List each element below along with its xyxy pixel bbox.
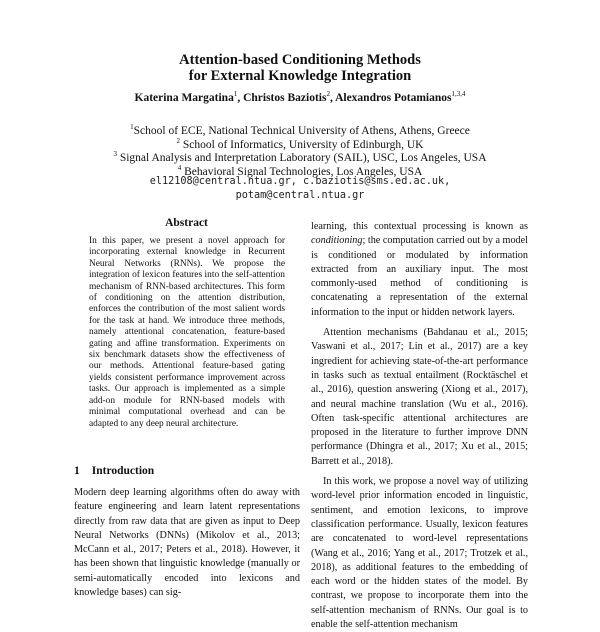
left-column-body (74, 486, 300, 600)
author-affil-marker: 1 (233, 90, 238, 98)
section-number: 1 (74, 465, 80, 477)
affiliation-marker: 1 (130, 123, 134, 131)
affiliation-text: School of ECE, National Technical University of Athens, Athens, Greece (133, 124, 470, 137)
text-run: ; the computation carried out by a model is conditioned or modulated by information extracted from an auxiliary input. The most commonly-used method of conditioning is concatenating a representation of the external information to the input or hidden network layers. (311, 235, 528, 318)
section-title: Introduction (91, 465, 155, 477)
affiliation-text: Behavioral Signal Technologies, Los Angeles, USA (184, 165, 423, 178)
author-name: Christos Baziotis (243, 91, 327, 104)
paragraph: Modern deep learning algorithms often do away with feature engineering and learn latent representations directly from raw data that are given as input to Deep Neural Networks (DNNs) (Mikolov et al., 2013; McCann et al., 2017; Peters et al., 2018). However, it has been shown that linguistic knowledge (manually or semi-automatically encoded into lexicons and knowledge bases) can sig- (74, 487, 300, 599)
section-heading-introduction (74, 465, 154, 477)
affiliation-marker: 2 (176, 137, 180, 145)
author-list: Katerina Margatina$^1$, Christos Baziotis$^2$, Alexandros Potamianos$^{1,3,4}$ (134, 90, 466, 104)
author-emails-line-2: potam@central.ntua.gr (235, 190, 365, 201)
abstract-heading: Abstract (165, 217, 208, 229)
paragraph (311, 220, 528, 320)
author-name: Alexandros Potamianos (335, 91, 452, 104)
affiliation-marker: 3 (113, 150, 117, 158)
abstract-text: In this paper, we present a novel approach for incorporating external knowledge in Recurrent Neural Networks (RNNs). We propose the integration of lexicon features into the self-attention mechanism of RNN-based architectures. This form of conditioning on the attention distribution, enforces the contribution of the most salient words for the task at hand. We introduce three methods, namely attentional concatenation, feature-based gating and affine transformation. Experiments on six benchmark datasets show the effectiveness of our methods. Attentional feature-based gating yields consistent performance improvement across tasks. Our approach is implemented as a simple add-on module for RNN-based models with minimal computational overhead and can be adapted to any deep neural architecture. (89, 236, 285, 429)
paper-title-line-1: Attention-based Conditioning Methods (179, 52, 421, 68)
author-emails-line-1: el12108@central.ntua.gr, c.baziotis@sms.ed.ac.uk, (149, 176, 451, 187)
author-affil-marker: 2 (326, 90, 330, 98)
right-column-body (311, 220, 528, 632)
author-name: Katerina Margatina (134, 91, 234, 104)
text-run: learning, this contextual processing is known as (311, 221, 528, 232)
author-affil-marker: 1,3,4 (451, 90, 466, 98)
affiliation-text: Signal Analysis and Interpretation Laboratory (SAIL), USC, Los Angeles, USA (119, 151, 487, 164)
paragraph: Attention mechanisms (Bahdanau et al., 2015; Vaswani et al., 2017; Lin et al., 2017) are a key ingredient for achieving state-of-the-art performance in tasks such as textual entailment (Rocktäschel et al., 2016), question answering (Xiong et al., 2017), and neural machine translation (Wu et al., 2016). Often task-specific attentional architectures are proposed in the literature to further improve DNN performance (Dhingra et al., 2017; Xu et al., 2015; Barrett et al., 2018). (311, 327, 528, 467)
abstract-body (89, 236, 285, 430)
affiliation-text: School of Informatics, University of Edinburgh, UK (182, 138, 424, 151)
paper-title-line-2: for External Knowledge Integration (188, 68, 412, 84)
affiliation-marker: 4 (177, 164, 182, 172)
paragraph: In this work, we propose a novel way of utilizing word-level prior information encoded in linguistic, sentiment, and emotion lexicons, to improve classification performance. Usually, lexicon features are concatenated to word-level representations (Wang et al., 2016; Yang et al., 2017; Trotzek et al., 2018), as additional features to the embedding of each word or the hidden states of the model. By contrast, we propose to incorporate them into the self-attention mechanism of RNNs. Our goal is to enable the self-attention mechanism (311, 476, 528, 631)
emphasis-term: conditioning (311, 235, 363, 247)
